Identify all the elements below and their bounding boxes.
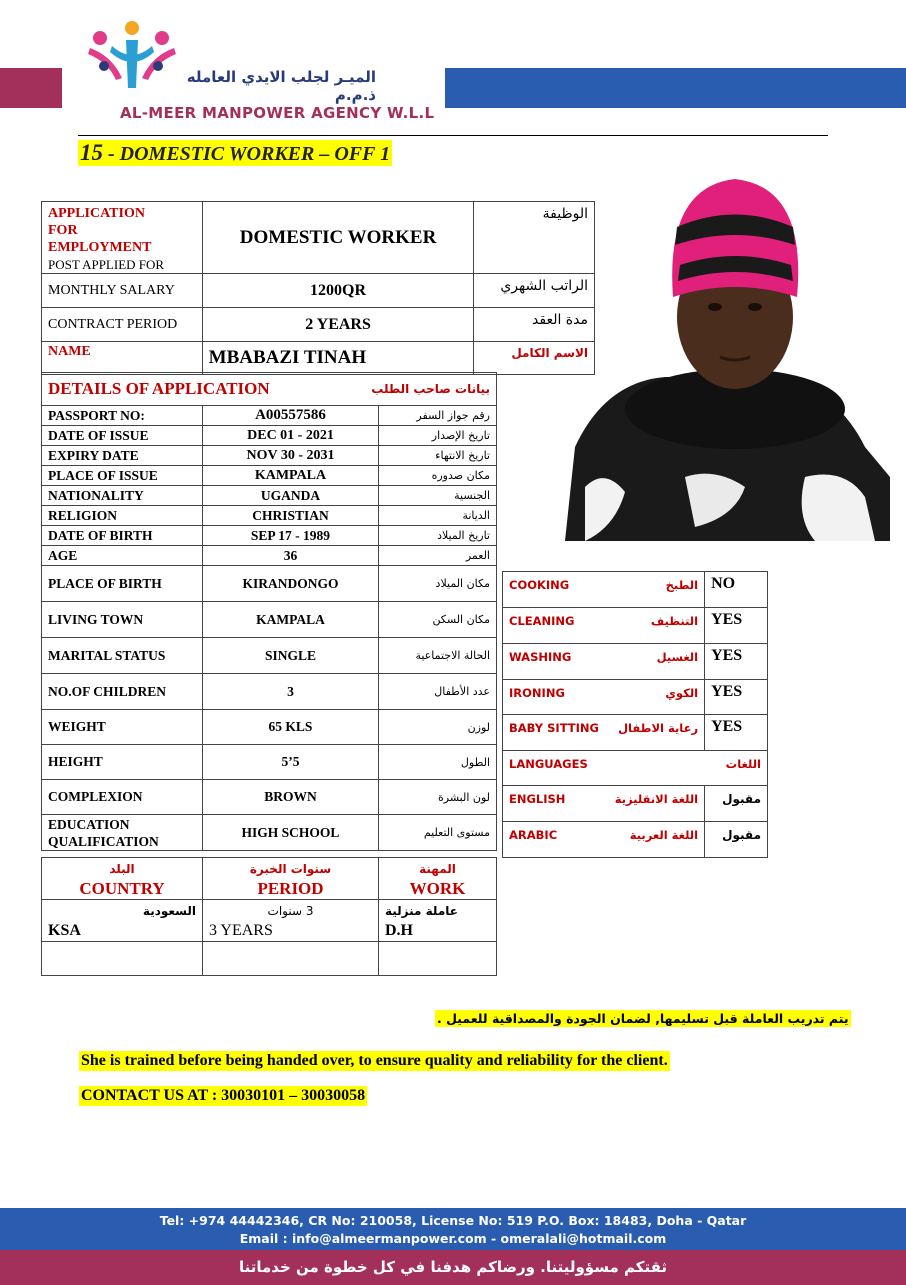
detail-ar: الطول <box>379 745 497 780</box>
detail-value: 36 <box>203 546 379 566</box>
header-divider <box>78 135 828 136</box>
empty-cell <box>379 942 497 976</box>
table-row <box>42 780 497 815</box>
detail-label: NATIONALITY <box>42 486 203 506</box>
skill-row <box>503 572 768 608</box>
skill-row <box>503 644 768 680</box>
experience-header-row <box>42 858 497 900</box>
note-arabic: يتم تدريب العاملة قبل تسليمها, لضمان الجودة والمصداقية للعميل . <box>437 1011 849 1026</box>
skill-value: NO <box>705 572 768 608</box>
contract-value: 2 YEARS <box>202 308 474 342</box>
details-heading-cell <box>42 373 497 406</box>
applicant-photo <box>545 147 890 541</box>
work-header <box>379 858 497 900</box>
table-row <box>42 602 497 638</box>
detail-value: 3 <box>203 674 379 710</box>
skill-cell <box>503 644 705 680</box>
country-header-en: COUNTRY <box>79 878 165 898</box>
table-row <box>42 900 497 942</box>
table-row <box>42 546 497 566</box>
experience-work <box>379 900 497 942</box>
language-en: ENGLISH <box>509 792 566 806</box>
skill-cell <box>503 715 705 751</box>
experience-work-ar: عاملة منزلية <box>385 903 458 918</box>
table-row <box>42 406 497 426</box>
detail-label: LIVING TOWN <box>42 602 203 638</box>
language-en: ARABIC <box>509 828 558 842</box>
footer-line1: Tel: +974 44442346, CR No: 210058, License No: 519 P.O. Box: 18483, Doha - Qatar <box>159 1213 747 1228</box>
agency-logo <box>78 18 435 128</box>
table-row-empty <box>42 942 497 976</box>
detail-value: A00557586 <box>203 406 379 426</box>
experience-work-en: D.H <box>385 921 413 939</box>
experience-period <box>203 900 379 942</box>
period-header-ar: سنوات الخبرة <box>249 861 332 876</box>
post-ar: الوظيفة <box>474 202 595 274</box>
skill-ar: الكوي <box>665 686 699 700</box>
footer-line2: Email : info@almeermanpower.com - omeralali@hotmail.com <box>239 1231 667 1246</box>
detail-ar: الجنسية <box>379 486 497 506</box>
detail-label: MARITAL STATUS <box>42 638 203 674</box>
detail-label: RELIGION <box>42 506 203 526</box>
detail-value: 5’5 <box>203 745 379 780</box>
period-header <box>203 858 379 900</box>
table-row <box>42 815 497 851</box>
detail-value: SEP 17 - 1989 <box>203 526 379 546</box>
table-row <box>42 710 497 745</box>
detail-ar: مستوى التعليم <box>379 815 497 851</box>
detail-value: KIRANDONGO <box>203 566 379 602</box>
name-label: NAME <box>42 342 203 375</box>
salary-ar: الراتب الشهري <box>474 274 595 308</box>
skill-row <box>503 680 768 715</box>
skill-ar: الطبخ <box>665 578 699 592</box>
detail-ar: لون البشرة <box>379 780 497 815</box>
language-row <box>503 822 768 858</box>
skill-en: CLEANING <box>509 614 575 628</box>
empty-cell <box>203 942 379 976</box>
detail-label: DATE OF ISSUE <box>42 426 203 446</box>
detail-label: EDUCATION QUALIFICATION <box>42 815 203 851</box>
language-ar: اللغة العربية <box>629 828 699 842</box>
skill-ar: التنظيف <box>650 614 699 628</box>
table-row <box>42 506 497 526</box>
detail-ar: مكان صدوره <box>379 466 497 486</box>
skill-cell <box>503 608 705 644</box>
name-ar: الاسم الكامل <box>474 342 595 375</box>
languages-heading-cell <box>503 751 768 786</box>
detail-ar: الحالة الاجتماعية <box>379 638 497 674</box>
contact-line: CONTACT US AT : 30030101 – 30030058 <box>81 1087 366 1104</box>
skill-cell <box>503 572 705 608</box>
detail-ar: مكان الميلاد <box>379 566 497 602</box>
detail-ar: لوزن <box>379 710 497 745</box>
title-text: - DOMESTIC WORKER – OFF 1 <box>103 143 391 165</box>
experience-country <box>42 900 203 942</box>
skill-en: BABY SITTING <box>509 721 599 735</box>
details-table <box>41 372 497 851</box>
table-row <box>42 745 497 780</box>
page-title <box>78 140 392 166</box>
experience-period-en: 3 YEARS <box>209 921 273 939</box>
skills-table <box>502 571 768 858</box>
languages-heading-row <box>503 751 768 786</box>
application-label-2: FOR <box>48 223 78 238</box>
detail-value: HIGH SCHOOL <box>203 815 379 851</box>
skill-row <box>503 608 768 644</box>
table-row <box>42 526 497 546</box>
logo-english-name: AL-MEER MANPOWER AGENCY W.L.L <box>120 104 435 122</box>
experience-table <box>41 857 497 976</box>
detail-ar: تاريخ الانتهاء <box>379 446 497 466</box>
details-heading-ar: بيانات صاحب الطلب <box>371 382 490 396</box>
name-value: MBABAZI TINAH <box>202 342 474 375</box>
detail-label: PLACE OF ISSUE <box>42 466 203 486</box>
table-row <box>42 426 497 446</box>
salary-label: MONTHLY SALARY <box>42 274 203 308</box>
skill-en: IRONING <box>509 686 565 700</box>
detail-label: PLACE OF BIRTH <box>42 566 203 602</box>
detail-label: AGE <box>42 546 203 566</box>
application-label-cell <box>42 202 203 274</box>
application-table <box>41 201 595 375</box>
period-header-en: PERIOD <box>257 878 324 898</box>
language-row <box>503 786 768 822</box>
detail-label: WEIGHT <box>42 710 203 745</box>
work-header-ar: المهنة <box>419 861 456 876</box>
experience-country-ar: السعودية <box>142 903 196 918</box>
post-applied-label: POST APPLIED FOR <box>48 257 165 272</box>
language-value: مقبول <box>705 822 768 858</box>
languages-heading-ar: اللغات <box>725 757 761 771</box>
title-number: 15 <box>80 140 103 165</box>
detail-value: 65 KLS <box>203 710 379 745</box>
salary-value: 1200QR <box>202 274 474 308</box>
detail-label: NO.OF CHILDREN <box>42 674 203 710</box>
post-value: DOMESTIC WORKER <box>202 202 474 274</box>
detail-value: UGANDA <box>203 486 379 506</box>
contract-ar: مدة العقد <box>474 308 595 342</box>
skill-en: WASHING <box>509 650 572 664</box>
detail-value: KAMPALA <box>203 602 379 638</box>
footer-slogan: ثقتكم مسؤوليتنا. ورضاكم هدفنا في كل خطوة من خدماتنا <box>0 1250 906 1285</box>
detail-ar: تاريخ الإصدار <box>379 426 497 446</box>
skill-cell <box>503 680 705 715</box>
languages-heading: LANGUAGES <box>509 757 588 771</box>
header-right-bar <box>445 68 906 108</box>
empty-cell <box>42 942 203 976</box>
detail-label: EXPIRY DATE <box>42 446 203 466</box>
note-english: She is trained before being handed over, to ensure quality and reliability for the client. <box>81 1052 668 1069</box>
skill-ar: رعاية الاطفال <box>618 721 699 735</box>
application-label-1: APPLICATION <box>48 206 145 221</box>
language-cell <box>503 786 705 822</box>
table-row <box>42 486 497 506</box>
table-row <box>42 466 497 486</box>
experience-country-en: KSA <box>48 921 81 939</box>
detail-label: DATE OF BIRTH <box>42 526 203 546</box>
detail-ar: عدد الأطفال <box>379 674 497 710</box>
skill-en: COOKING <box>509 578 570 592</box>
detail-label: PASSPORT NO: <box>42 406 203 426</box>
detail-value: KAMPALA <box>203 466 379 486</box>
detail-value: SINGLE <box>203 638 379 674</box>
table-row <box>42 566 497 602</box>
detail-ar: مكان السكن <box>379 602 497 638</box>
detail-value: CHRISTIAN <box>203 506 379 526</box>
table-row <box>42 674 497 710</box>
footer-contact <box>0 1208 906 1250</box>
table-row <box>42 446 497 466</box>
photo-portrait-icon <box>545 147 890 541</box>
detail-value: BROWN <box>203 780 379 815</box>
contract-label: CONTRACT PERIOD <box>42 308 203 342</box>
country-header <box>42 858 203 900</box>
skill-row <box>503 715 768 751</box>
skill-value: YES <box>705 680 768 715</box>
table-row <box>42 638 497 674</box>
detail-label: HEIGHT <box>42 745 203 780</box>
detail-value: DEC 01 - 2021 <box>203 426 379 446</box>
language-value: مقبول <box>705 786 768 822</box>
work-header-en: WORK <box>409 878 466 898</box>
skill-value: YES <box>705 715 768 751</box>
detail-ar: تاريخ الميلاد <box>379 526 497 546</box>
skill-value: YES <box>705 608 768 644</box>
country-header-ar: البلد <box>109 861 135 876</box>
detail-label: COMPLEXION <box>42 780 203 815</box>
skill-value: YES <box>705 644 768 680</box>
skill-ar: الغسيل <box>656 650 699 664</box>
detail-ar: العمر <box>379 546 497 566</box>
language-ar: اللغة الانقليزية <box>614 792 699 806</box>
header-left-bar <box>0 68 62 108</box>
experience-period-ar: 3 سنوات <box>267 903 314 918</box>
application-label-3: EMPLOYMENT <box>48 240 152 255</box>
logo-arabic-name: الميـر لجلب الايدي العامله ذ.م.م <box>186 68 376 104</box>
language-cell <box>503 822 705 858</box>
detail-ar: رقم جواز السفر <box>379 406 497 426</box>
details-heading: DETAILS OF APPLICATION <box>48 379 270 398</box>
detail-value: NOV 30 - 2031 <box>203 446 379 466</box>
detail-ar: الديانة <box>379 506 497 526</box>
